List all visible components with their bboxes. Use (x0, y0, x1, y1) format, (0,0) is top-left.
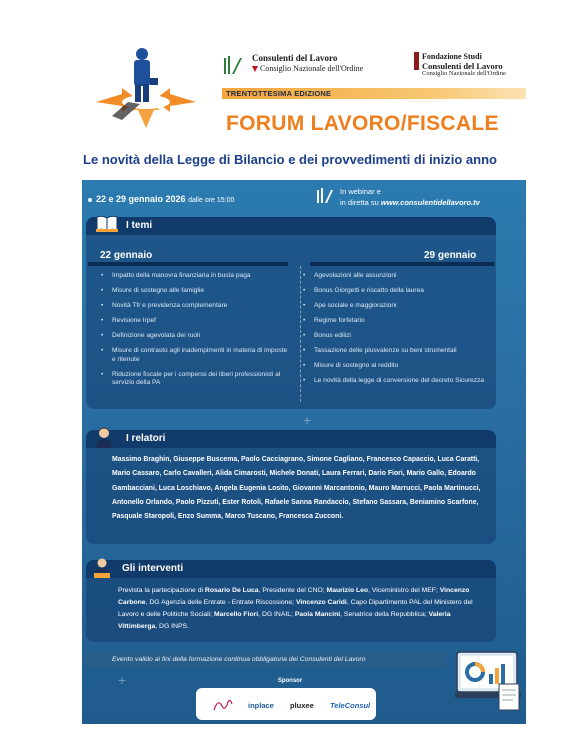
day1-rule (88, 262, 288, 266)
relatori-title: I relatori (126, 433, 166, 444)
event-date-text: 22 e 29 gennaio 2026 (96, 194, 186, 204)
speaker-role: , Presidente del CNO; (258, 587, 327, 594)
speaker-role: , DG Agenzia delle Entrate - Entrate Riscossione; (145, 599, 296, 606)
site-link[interactable]: www.consulentidellavoro.tv (380, 198, 480, 207)
speaker-role: Prevista la partecipazione di (118, 587, 205, 594)
list-item: • Definizione agevolata dei ruoli (98, 332, 288, 341)
edition-label: TRENTOTTESIMA EDIZIONE (226, 89, 332, 98)
list-item: • Regime forfetario (300, 317, 494, 326)
list-item: • Le novità della legge di conversione del decreto Sicurezza (300, 377, 494, 386)
speaker-name: Rosario De Luca (204, 587, 259, 594)
speaker-name: Maurizio Leo (326, 587, 369, 594)
plus-decoration-icon: + (303, 412, 312, 428)
webinar-logo-icon (316, 187, 334, 205)
bullet-icon (88, 198, 92, 202)
cdl-logo-line2: Consiglio Nazionale dell'Ordine (260, 64, 364, 73)
list-item: • Tassazione delle plusvalenze su beni strumentali (300, 347, 494, 356)
signature-sponsor-logo-icon (212, 696, 234, 714)
list-item: • Riduzione fiscale per i compensi dei liberi professionisti al servizio della PA (98, 371, 288, 388)
evento-note: Evento valido ai fini della formazione continua obbligatoria dei Consulenti del Lavoro (112, 656, 366, 663)
fondazione-studi-logo (414, 50, 524, 80)
fs-logo-line1: Fondazione Studi (422, 52, 482, 61)
fs-logo-line3: Consiglio Nazionale dell'Ordine (422, 70, 506, 77)
speaker-name: Marcello Fiori (213, 611, 259, 618)
presenter-avatar-icon (92, 557, 112, 579)
list-item: • Impatto della manovra finanziaria in busta paga (98, 272, 288, 281)
page-title: FORUM LAVORO/FISCALE (226, 112, 499, 135)
list-item: • Misure di sostegno al reddito (300, 362, 494, 371)
day1-topic-list (98, 272, 288, 394)
book-icon (96, 214, 118, 232)
day2-rule (310, 262, 494, 266)
page-subtitle: Le novità della Legge di Bilancio e dei provvedimenti di inizio anno (83, 152, 497, 167)
day2-topic-list (300, 272, 494, 392)
plus-decoration-icon: + (118, 672, 127, 688)
fs-logo-mark-icon (414, 52, 419, 70)
speaker-name: Valeria Vittimberga (118, 611, 451, 630)
cdl-triangle-icon (252, 66, 258, 72)
speaker-avatar-icon (94, 426, 114, 448)
speaker-name: Vincenzo Carbone (118, 587, 470, 606)
list-item: • Ape sociale e maggiorazioni (300, 302, 494, 311)
fs-logo-line2: Consulenti del Lavoro (422, 61, 503, 71)
webinar-prefix: In webinar e (340, 187, 381, 196)
list-item: • Misure di contrasto agli inadempimenti in materia di imposte e ritenute (98, 347, 288, 364)
relatori-list: Massimo Braghin, Giuseppe Buscema, Paolo Cacciagrano, Simone Cagliano, Francesco Capaccio, Luca Caratti, Mario Cassaro, Carlo Cavalleri, Alida Cimarosti, Michele Donati, Laura Ferrari, Dario Fiori, Mario Gallo, Edoardo Gambacciani, Luca Loschiavo, Angela Eugenia Losito, Giovanni Marcantonio, Mauro Marrucci, Paola Martinucci, Antonello Orlando, Paolo Pizzuti, Ester Rotoli, Rafaele Sanna Randaccio, Stefano Sassara, Beniamino Scarfone, Pasquale Staropoli, Enzo Summa, Marco Tuscano, Francesca Zucconi. (112, 456, 481, 521)
event-dates (88, 194, 234, 204)
day1-title: 22 gennaio (100, 250, 153, 261)
list-item: • Revisione Irpef (98, 317, 288, 326)
sponsor-teleconsul: TeleConsul (330, 701, 371, 710)
day2-title: 29 gennaio (424, 250, 477, 261)
sponsor-strip (196, 688, 376, 720)
list-item: • Bonus Giorgetti e riscatto della laurea (300, 287, 494, 296)
interventi-title: Gli interventi (122, 563, 184, 574)
event-time: dalle ore 15:00 (188, 197, 235, 204)
list-item: • Agevolazioni alle assunzioni (300, 272, 494, 281)
speaker-role: , DG INAIL; (258, 611, 295, 618)
speaker-name: Paola Mancini (294, 611, 341, 618)
sponsor-label: Sponsor (277, 678, 303, 684)
interventi-text (118, 585, 480, 633)
speaker-name: Vincenzo Caridi (295, 599, 347, 606)
businessman-arrows-illustration (92, 44, 200, 130)
cdl-logo (222, 52, 372, 82)
diretta-prefix: in diretta su (340, 198, 379, 207)
list-item: • Novità Tfr e previdenza complementare (98, 302, 288, 311)
temi-title: I temi (126, 220, 153, 231)
speaker-role: , DG INPS. (155, 623, 189, 630)
sponsor-inplace: inplace (248, 701, 274, 710)
speaker-role: , Senatrice della Repubblica; (340, 611, 429, 618)
speaker-role: , Viceministro del MEF; (368, 587, 440, 594)
cdl-mark-icon (222, 54, 244, 76)
list-item: • Misure di sostegno alle famiglie (98, 287, 288, 296)
cdl-logo-line1: Consulenti del Lavoro (252, 53, 338, 63)
list-item: • Bonus edilizi (300, 332, 494, 341)
sponsor-pluxee: pluxee (290, 701, 314, 710)
speaker-role: , Capo Dipartimento PAL del Ministero del Lavoro e delle Politiche Sociali; (118, 599, 473, 618)
webinar-info (340, 186, 480, 208)
